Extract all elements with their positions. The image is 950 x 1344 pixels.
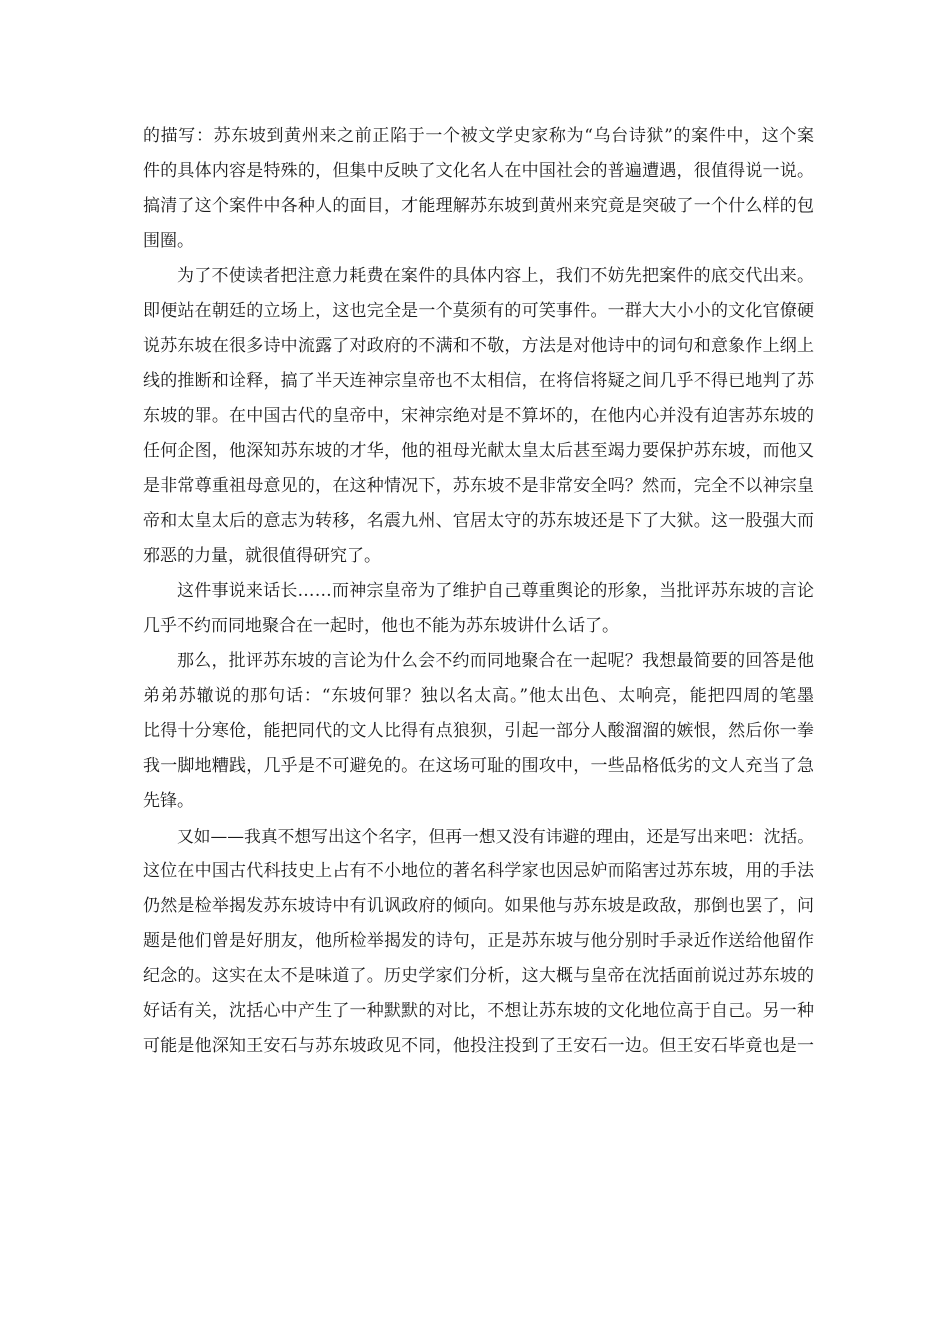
text-line: 我一脚地糟践，几乎是不可避免的。在这场可耻的围攻中，一些品格低劣的文人充当了急 [143, 756, 815, 776]
text-line: 帝和太皇太后的意志为转移，名震九州、官居太守的苏东坡还是下了大狱。这一股强大而 [143, 511, 815, 531]
text-line: 件的具体内容是特殊的，但集中反映了文化名人在中国社会的普遍遭遇，很值得说一说。 [143, 161, 815, 181]
text-line: 的描写：苏东坡到黄州来之前正陷于一个被文学史家称为“乌台诗狱”的案件中，这个案 [143, 126, 815, 146]
text-line: 可能是他深知王安石与苏东坡政见不同，他投注投到了王安石一边。但王安石毕竟也是一 [143, 1036, 815, 1056]
text-line: 比得十分寒伧，能把同代的文人比得有点狼狈，引起一部分人酸溜溜的嫉恨，然后你一拳 [143, 721, 815, 741]
text-line: 几乎不约而同地聚合在一起时，他也不能为苏东坡讲什么话了。 [143, 616, 619, 636]
text-line: 线的推断和诠释，搞了半天连神宗皇帝也不太相信，在将信将疑之间几乎不得已地判了苏 [143, 371, 815, 391]
text-line: 这件事说来话长……而神宗皇帝为了维护自己尊重舆论的形象，当批评苏东坡的言论 [177, 581, 815, 601]
text-line: 为了不使读者把注意力耗费在案件的具体内容上，我们不妨先把案件的底交代出来。 [177, 266, 815, 286]
document-body [143, 119, 814, 1064]
text-line: 是非常尊重祖母意见的，在这种情况下，苏东坡不是非常安全吗？然而，完全不以神宗皇 [143, 476, 815, 496]
text-line: 搞清了这个案件中各种人的面目，才能理解苏东坡到黄州来究竟是突破了一个什么样的包 [143, 196, 815, 216]
text-line: 任何企图，他深知苏东坡的才华，他的祖母光献太皇太后甚至竭力要保护苏东坡，而他又 [143, 441, 815, 461]
text-line: 先锋。 [143, 791, 194, 811]
text-line: 题是他们曾是好朋友，他所检举揭发的诗句，正是苏东坡与他分别时手录近作送给他留作 [143, 931, 815, 951]
text-line: 这位在中国古代科技史上占有不小地位的著名科学家也因忌妒而陷害过苏东坡，用的手法 [143, 861, 815, 881]
text-line: 好话有关，沈括心中产生了一种默默的对比，不想让苏东坡的文化地位高于自己。另一种 [143, 1001, 815, 1021]
text-line: 那么，批评苏东坡的言论为什么会不约而同地聚合在一起呢？我想最简要的回答是他 [177, 651, 815, 671]
text-line: 纪念的。这实在太不是味道了。历史学家们分析，这大概与皇帝在沈括面前说过苏东坡的 [143, 966, 815, 986]
text-line: 东坡的罪。在中国古代的皇帝中，宋神宗绝对是不算坏的，在他内心并没有迫害苏东坡的 [143, 406, 815, 426]
text-line: 围圈。 [143, 231, 194, 251]
text-line: 即便站在朝廷的立场上，这也完全是一个莫须有的可笑事件。一群大大小小的文化官僚硬 [143, 301, 815, 321]
text-line: 仍然是检举揭发苏东坡诗中有讥讽政府的倾向。如果他与苏东坡是政敌，那倒也罢了，问 [143, 896, 815, 916]
text-line: 又如——我真不想写出这个名字，但再一想又没有讳避的理由，还是写出来吧：沈括。 [177, 826, 815, 846]
text-line: 说苏东坡在很多诗中流露了对政府的不满和不敬，方法是对他诗中的词句和意象作上纲上 [143, 336, 815, 356]
text-line: 邪恶的力量，就很值得研究了。 [143, 546, 381, 566]
text-line: 弟弟苏辙说的那句话：“东坡何罪？独以名太高。”他太出色、太响亮，能把四周的笔墨 [143, 686, 815, 706]
